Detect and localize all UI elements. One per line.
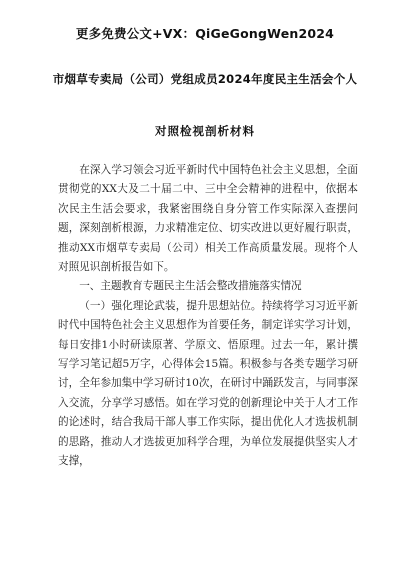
paragraph-intro: 在深入学习领会习近平新时代中国特色社会主义思想，全面贯彻党的XX大及二十届二中、三中全会精神的进程中，依据本次民主生活会要求，我紧密围绕自身分管工作实际深入查摆问题，深刻剖析根源，力求精准定位、切实改进以更好履行职责，推动XX市烟草专卖局（公司）相关工作高质量发展。现将个人对照见识剖析报告如下。 xyxy=(58,164,358,274)
paragraph-subsection-1: （一）强化理论武装，提升思想站位。持续将学习习近平新时代中国特色社会主义思想作为首要任务，制定详实学习计划，每日安排1小时研读原著、学原文、悟原理。过去一年，累计撰写学习笔记超5万字，心得体会15篇。积极参与各类专题学习研讨，全年参加集中学习研讨10次，在研讨中踊跃发言，与同事深入交流，分享学习感悟。如在学习党的创新理论中关于人才工作的论述时，结合我局干部人事工作实际，提出优化人才选拔机制的思路，推动人才选拔更加科学合理，为单位发展提供坚实人才支撑， xyxy=(58,299,358,468)
document-body xyxy=(58,161,358,472)
document-title-line-2: 对照检视剖析材料 xyxy=(155,124,255,138)
section-heading-1: 一、主题教育专题民主生活会整改措施落实情况 xyxy=(79,280,302,293)
document-title-line-1: 市烟草专卖局（公司）党组成员2024年度民主生活会个人 xyxy=(52,72,358,86)
watermark-text: 更多免费公文+VX：QiGeGongWen2024 xyxy=(75,26,335,41)
